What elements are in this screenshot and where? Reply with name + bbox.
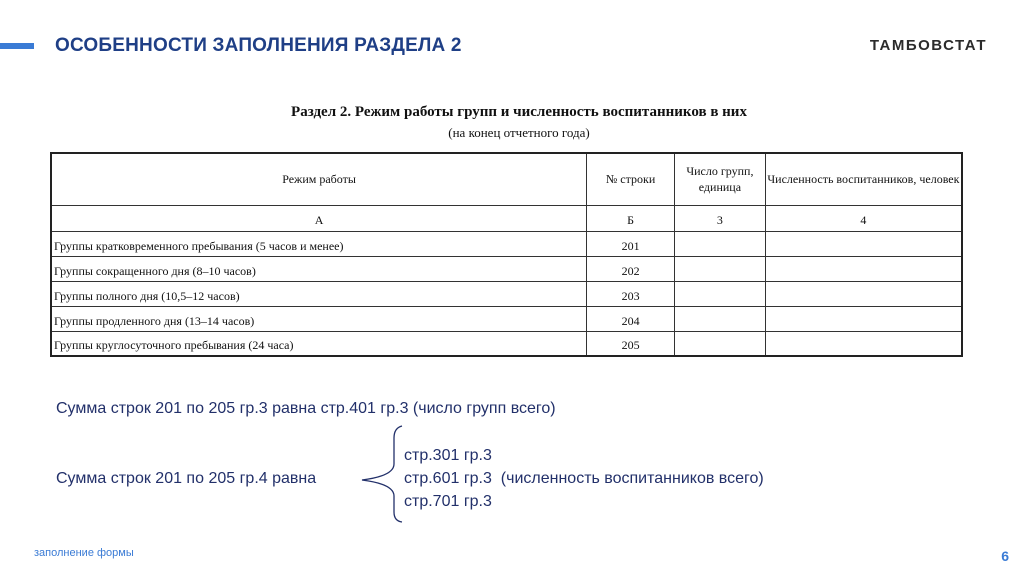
cell-pupils [765, 256, 962, 281]
header-row-number: № строки [587, 153, 675, 205]
table-row [51, 231, 962, 256]
header-groups-count: Число групп, единица [674, 153, 765, 205]
header-mode: Режим работы [51, 153, 587, 205]
row-name: Группы круглосуточного пребывания (24 часа) [51, 331, 587, 356]
table-row [51, 306, 962, 331]
rule-option: стр.301 гр.3 [404, 447, 492, 464]
column-letter: 4 [765, 205, 962, 231]
rule-groups-sum: Сумма строк 201 по 205 гр.3 равна стр.401 гр.3 (число групп всего) [56, 400, 556, 417]
form-table [50, 152, 963, 357]
table-row [51, 256, 962, 281]
brand-logo-text: ТАМБОВСТАТ [869, 37, 987, 54]
cell-pupils [765, 231, 962, 256]
slide-title: ОСОБЕННОСТИ ЗАПОЛНЕНИЯ РАЗДЕЛА 2 [55, 35, 462, 56]
column-letter: А [51, 205, 587, 231]
row-code: 202 [587, 256, 675, 281]
curly-brace-icon [360, 424, 406, 524]
page-number: 6 [1001, 548, 1009, 564]
row-name: Группы кратковременного пребывания (5 часов и менее) [51, 231, 587, 256]
cell-groups [674, 256, 765, 281]
table-row [51, 331, 962, 356]
cell-groups [674, 331, 765, 356]
footer-label: заполнение формы [34, 547, 134, 559]
rule-option: стр.601 гр.3 (численность воспитанников всего) [404, 470, 764, 487]
document-title: Раздел 2. Режим работы групп и численность воспитанников в них [291, 104, 747, 120]
document-subtitle: (на конец отчетного года) [448, 125, 590, 140]
header-pupils-count: Численность воспитанников, человек [765, 153, 962, 205]
rule-pupils-sum: Сумма строк 201 по 205 гр.4 равна [56, 470, 317, 487]
table-row [51, 281, 962, 306]
row-name: Группы сокращенного дня (8–10 часов) [51, 256, 587, 281]
cell-pupils [765, 306, 962, 331]
row-name: Группы полного дня (10,5–12 часов) [51, 281, 587, 306]
rule-option: стр.701 гр.3 [404, 493, 492, 510]
cell-groups [674, 306, 765, 331]
row-code: 203 [587, 281, 675, 306]
accent-bar [0, 43, 34, 49]
row-code: 201 [587, 231, 675, 256]
column-letter: Б [587, 205, 675, 231]
row-code: 204 [587, 306, 675, 331]
row-name: Группы продленного дня (13–14 часов) [51, 306, 587, 331]
table-letters-row [51, 205, 962, 231]
cell-groups [674, 281, 765, 306]
cell-pupils [765, 281, 962, 306]
column-letter: 3 [674, 205, 765, 231]
cell-pupils [765, 331, 962, 356]
row-code: 205 [587, 331, 675, 356]
table-header-row [51, 153, 962, 205]
cell-groups [674, 231, 765, 256]
